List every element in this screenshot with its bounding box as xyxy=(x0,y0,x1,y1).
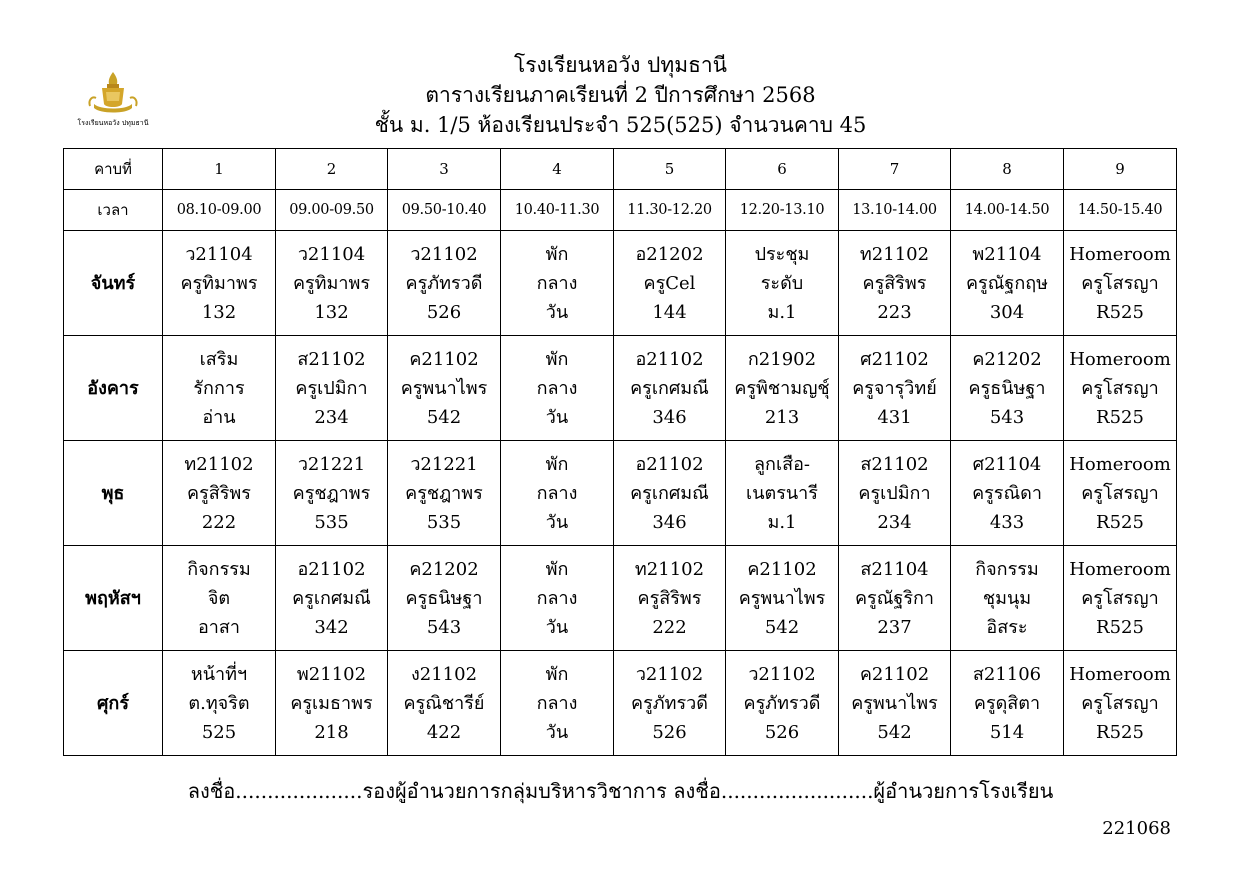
teacher-name: ครูCel xyxy=(643,272,696,294)
subject-code: ท21102 xyxy=(859,243,930,265)
day-name: จันทร์ xyxy=(64,231,163,336)
teacher-name: ครูรณิดา xyxy=(972,482,1042,504)
day-row xyxy=(64,651,1177,756)
schedule-cell xyxy=(163,546,276,651)
schedule-cell xyxy=(388,336,501,441)
teacher-name: กลาง xyxy=(536,692,578,714)
schedule-cell xyxy=(951,546,1064,651)
time-header-row xyxy=(64,190,1177,231)
schedule-cell xyxy=(839,441,951,546)
room-number: ม.1 xyxy=(767,511,797,533)
subject-code: ว21102 xyxy=(410,243,478,265)
subject-code: อ21102 xyxy=(635,453,704,475)
day-row xyxy=(64,231,1177,336)
subject-code: ว21104 xyxy=(297,243,366,265)
subject-code: ว21221 xyxy=(410,453,478,475)
schedule-cell xyxy=(839,336,951,441)
schedule-cell xyxy=(388,546,501,651)
subject-code: Homeroom xyxy=(1069,663,1171,685)
subject-code: พัก xyxy=(545,663,569,685)
room-number: 144 xyxy=(652,301,687,323)
schedule-cell xyxy=(501,546,614,651)
period-number: 8 xyxy=(951,149,1064,190)
time-label: เวลา xyxy=(64,190,163,231)
room-number: R525 xyxy=(1096,511,1144,533)
schedule-cell xyxy=(501,231,614,336)
subject-code: ง21102 xyxy=(410,663,478,685)
schedule-cell xyxy=(951,441,1064,546)
period-number: 6 xyxy=(726,149,839,190)
teacher-name: ครูสิริพร xyxy=(862,272,927,294)
schedule-cell xyxy=(163,441,276,546)
teacher-name: ครูธนิษฐา xyxy=(405,587,483,609)
period-number: 2 xyxy=(276,149,388,190)
schedule-cell xyxy=(614,231,726,336)
teacher-name: ครูภัทรวดี xyxy=(405,272,483,294)
time-slot: 11.30-12.20 xyxy=(614,190,726,231)
schedule-cell xyxy=(951,231,1064,336)
room-number: 542 xyxy=(877,721,912,743)
room-number: 542 xyxy=(764,616,800,638)
teacher-name: ครูเปมิกา xyxy=(858,482,931,504)
room-number: ม.1 xyxy=(767,301,797,323)
time-slot: 14.50-15.40 xyxy=(1064,190,1177,231)
subject-code: ส21104 xyxy=(860,558,929,580)
teacher-name: ครูสิริพร xyxy=(187,482,251,504)
day-row xyxy=(64,336,1177,441)
schedule-cell xyxy=(276,546,388,651)
teacher-name: ครูพนาไพร xyxy=(738,587,826,609)
room-number: 132 xyxy=(314,301,349,323)
schedule-cell xyxy=(276,231,388,336)
room-number: 234 xyxy=(314,406,349,428)
time-slot: 12.20-13.10 xyxy=(726,190,839,231)
subject-code: ส21102 xyxy=(297,348,366,370)
teacher-name: ครูเกศมณี xyxy=(292,587,371,609)
room-number: 535 xyxy=(426,511,462,533)
room-number: อาสา xyxy=(197,616,240,638)
teacher-name: ครูโสรญา xyxy=(1081,377,1159,399)
time-slot: 08.10-09.00 xyxy=(163,190,276,231)
room-number: 433 xyxy=(989,511,1025,533)
room-number: 218 xyxy=(314,721,349,743)
subject-code: อ21102 xyxy=(635,348,704,370)
subject-code: Homeroom xyxy=(1069,348,1171,370)
room-number: อิสระ xyxy=(986,616,1028,638)
teacher-name: ครูณัฐริกา xyxy=(854,587,934,609)
time-slot: 13.10-14.00 xyxy=(839,190,951,231)
subject-code: กิจกรรม xyxy=(975,558,1039,580)
room-number: 543 xyxy=(989,406,1025,428)
schedule-cell xyxy=(163,651,276,756)
schedule-cell xyxy=(1064,336,1177,441)
period-label: คาบที่ xyxy=(64,149,163,190)
teacher-name: ครูณัฐกฤษ xyxy=(965,272,1048,294)
teacher-name: เนตรนารี xyxy=(746,482,818,504)
time-slot: 09.50-10.40 xyxy=(388,190,501,231)
teacher-name: กลาง xyxy=(536,377,578,399)
teacher-name: ครูดุสิตา xyxy=(973,692,1041,714)
day-name: พุธ xyxy=(64,441,163,546)
room-number: R525 xyxy=(1096,721,1144,743)
teacher-name: ครูเกศมณี xyxy=(630,482,709,504)
teacher-name: ครูจารุวิทย์ xyxy=(852,377,937,399)
day-name: ศุกร์ xyxy=(64,651,163,756)
room-number: 223 xyxy=(877,301,912,323)
room-number: วัน xyxy=(545,511,569,533)
schedule-cell xyxy=(951,336,1064,441)
subject-code: ท21102 xyxy=(184,453,254,475)
term-title: ตารางเรียนภาคเรียนที่ 2 ปีการศึกษา 2568 xyxy=(425,83,816,107)
schedule-cell xyxy=(276,651,388,756)
teacher-name: ครูชฎาพร xyxy=(405,482,483,504)
room-number: อ่าน xyxy=(202,406,236,428)
teacher-name: รักการ xyxy=(193,377,245,399)
subject-code: Homeroom xyxy=(1069,453,1171,475)
subject-code: กิจกรรม xyxy=(187,558,251,580)
schedule-cell xyxy=(1064,651,1177,756)
subject-code: ว21102 xyxy=(748,663,816,685)
subject-code: พัก xyxy=(545,243,569,265)
period-number: 7 xyxy=(839,149,951,190)
subject-code: ลูกเสือ- xyxy=(754,453,810,475)
teacher-name: กลาง xyxy=(536,272,578,294)
room-number: 237 xyxy=(877,616,912,638)
room-number: 346 xyxy=(652,511,687,533)
schedule-cell xyxy=(1064,231,1177,336)
subject-code: พัก xyxy=(545,558,569,580)
teacher-name: ต.ทุจริต xyxy=(188,692,250,714)
schedule-cell xyxy=(726,336,839,441)
teacher-name: ครูภัทรวดี xyxy=(631,692,708,714)
schedule-cell xyxy=(726,546,839,651)
teacher-name: ครูพิชามญชุ์ xyxy=(734,377,830,399)
period-number: 3 xyxy=(388,149,501,190)
schedule-cell xyxy=(388,441,501,546)
room-number: 234 xyxy=(877,511,912,533)
teacher-name: ครูทิมาพร xyxy=(180,272,258,294)
room-number: 525 xyxy=(201,721,237,743)
room-number: 304 xyxy=(989,301,1025,323)
teacher-name: ครูทิมาพร xyxy=(292,272,371,294)
subject-code: ส21102 xyxy=(860,453,929,475)
teacher-name: ครูพนาไพร xyxy=(400,377,488,399)
subject-code: ก21902 xyxy=(747,348,817,370)
subject-code: ค21102 xyxy=(747,558,817,580)
subject-code: ว21102 xyxy=(635,663,704,685)
room-number: วัน xyxy=(545,616,569,638)
schedule-cell xyxy=(501,336,614,441)
teacher-name: ครูโสรญา xyxy=(1081,692,1159,714)
schedule-cell xyxy=(1064,546,1177,651)
room-number: 535 xyxy=(314,511,349,533)
page-header xyxy=(0,50,1241,140)
logo-caption: โรงเรียนหอวัง ปทุมธานี xyxy=(77,119,149,127)
schedule-cell xyxy=(614,336,726,441)
day-row xyxy=(64,441,1177,546)
room-number: 526 xyxy=(426,301,462,323)
room-number: 422 xyxy=(426,721,462,743)
room-number: 346 xyxy=(652,406,687,428)
room-number: วัน xyxy=(545,721,569,743)
day-name: พฤหัสฯ xyxy=(64,546,163,651)
room-number: 431 xyxy=(877,406,912,428)
subject-code: อ21102 xyxy=(297,558,366,580)
teacher-name: ครูภัทรวดี xyxy=(743,692,821,714)
day-row xyxy=(64,546,1177,651)
schedule-cell xyxy=(276,336,388,441)
schedule-cell xyxy=(1064,441,1177,546)
room-number: 342 xyxy=(314,616,349,638)
schedule-cell xyxy=(726,231,839,336)
schedule-cell xyxy=(501,651,614,756)
room-number: 222 xyxy=(652,616,687,638)
subject-code: ว21104 xyxy=(185,243,253,265)
subject-code: ค21202 xyxy=(409,558,479,580)
teacher-name: ครูเมธาพร xyxy=(290,692,373,714)
subject-code: ศ21104 xyxy=(972,453,1042,475)
room-number: 132 xyxy=(201,301,237,323)
room-number: 526 xyxy=(652,721,687,743)
day-name: อังคาร xyxy=(64,336,163,441)
schedule-cell xyxy=(951,651,1064,756)
signature-line: ลงชื่อ....................รองผู้อำนวยการกลุ่มบริหารวิชาการ ลงชื่อ........................ผู้อำนวยการโรงเรียน xyxy=(187,779,1054,803)
teacher-name: ครูชฎาพร xyxy=(292,482,371,504)
room-number: 543 xyxy=(426,616,462,638)
teacher-name: ระดับ xyxy=(760,272,804,294)
subject-code: ท21102 xyxy=(634,558,705,580)
subject-code: ศ21102 xyxy=(860,348,929,370)
time-slot: 09.00-09.50 xyxy=(276,190,388,231)
room-number: R525 xyxy=(1096,301,1144,323)
teacher-name: ครูเกศมณี xyxy=(630,377,709,399)
room-number: 526 xyxy=(764,721,800,743)
subject-code: ค21202 xyxy=(972,348,1042,370)
room-number: วัน xyxy=(545,406,569,428)
teacher-name: ครูโสรญา xyxy=(1081,272,1159,294)
subject-code: ประชุม xyxy=(754,243,810,265)
teacher-name: ครูณิชารีย์ xyxy=(403,692,485,714)
room-number: R525 xyxy=(1096,406,1144,428)
room-number: 213 xyxy=(764,406,800,428)
schedule-cell xyxy=(839,546,951,651)
teacher-name: ครูเปมิกา xyxy=(295,377,368,399)
subject-code: เสริม xyxy=(199,348,239,370)
schedule-cell xyxy=(614,651,726,756)
teacher-name: กลาง xyxy=(536,587,578,609)
subject-code: หน้าที่ฯ xyxy=(190,663,248,685)
time-slot: 14.00-14.50 xyxy=(951,190,1064,231)
schedule-cell xyxy=(726,651,839,756)
teacher-name: ชุมนุม xyxy=(982,587,1032,609)
room-number: 514 xyxy=(989,721,1025,743)
period-number: 9 xyxy=(1064,149,1177,190)
subject-code: ค21102 xyxy=(409,348,479,370)
subject-code: ค21102 xyxy=(859,663,930,685)
teacher-name: จิต xyxy=(207,587,231,609)
school-name: โรงเรียนหอวัง ปทุมธานี xyxy=(513,53,728,77)
document-code: 221068 xyxy=(1102,818,1171,839)
schedule-cell xyxy=(614,441,726,546)
subject-code: พัก xyxy=(545,348,569,370)
teacher-name: ครูโสรญา xyxy=(1081,587,1159,609)
schedule-cell xyxy=(388,231,501,336)
room-number: วัน xyxy=(545,301,569,323)
schedule-cell xyxy=(276,441,388,546)
time-slot: 10.40-11.30 xyxy=(501,190,614,231)
room-number: 542 xyxy=(426,406,462,428)
teacher-name: ครูธนิษฐา xyxy=(968,377,1046,399)
subject-code: Homeroom xyxy=(1069,558,1171,580)
schedule-cell xyxy=(839,651,951,756)
period-number: 5 xyxy=(614,149,726,190)
subject-code: พ21104 xyxy=(972,243,1042,265)
room-number: 222 xyxy=(201,511,237,533)
subject-code: ว21221 xyxy=(297,453,366,475)
schedule-cell xyxy=(839,231,951,336)
period-header-row xyxy=(64,149,1177,190)
subject-code: พ21102 xyxy=(296,663,367,685)
subject-code: อ21202 xyxy=(635,243,704,265)
teacher-name: ครูพนาไพร xyxy=(851,692,938,714)
schedule-cell xyxy=(163,231,276,336)
schedule-cell xyxy=(163,336,276,441)
timetable xyxy=(63,148,1177,756)
subject-code: Homeroom xyxy=(1069,243,1171,265)
subject-code: ส21106 xyxy=(972,663,1042,685)
room-number: R525 xyxy=(1096,616,1144,638)
schedule-cell xyxy=(501,441,614,546)
teacher-name: ครูสิริพร xyxy=(637,587,702,609)
class-info: ชั้น ม. 1/5 ห้องเรียนประจำ 525(525) จำนวนคาบ 45 xyxy=(374,113,867,137)
teacher-name: กลาง xyxy=(536,482,578,504)
schedule-cell xyxy=(726,441,839,546)
period-number: 4 xyxy=(501,149,614,190)
subject-code: พัก xyxy=(545,453,569,475)
period-number: 1 xyxy=(163,149,276,190)
schedule-cell xyxy=(614,546,726,651)
schedule-cell xyxy=(388,651,501,756)
teacher-name: ครูโสรญา xyxy=(1081,482,1159,504)
